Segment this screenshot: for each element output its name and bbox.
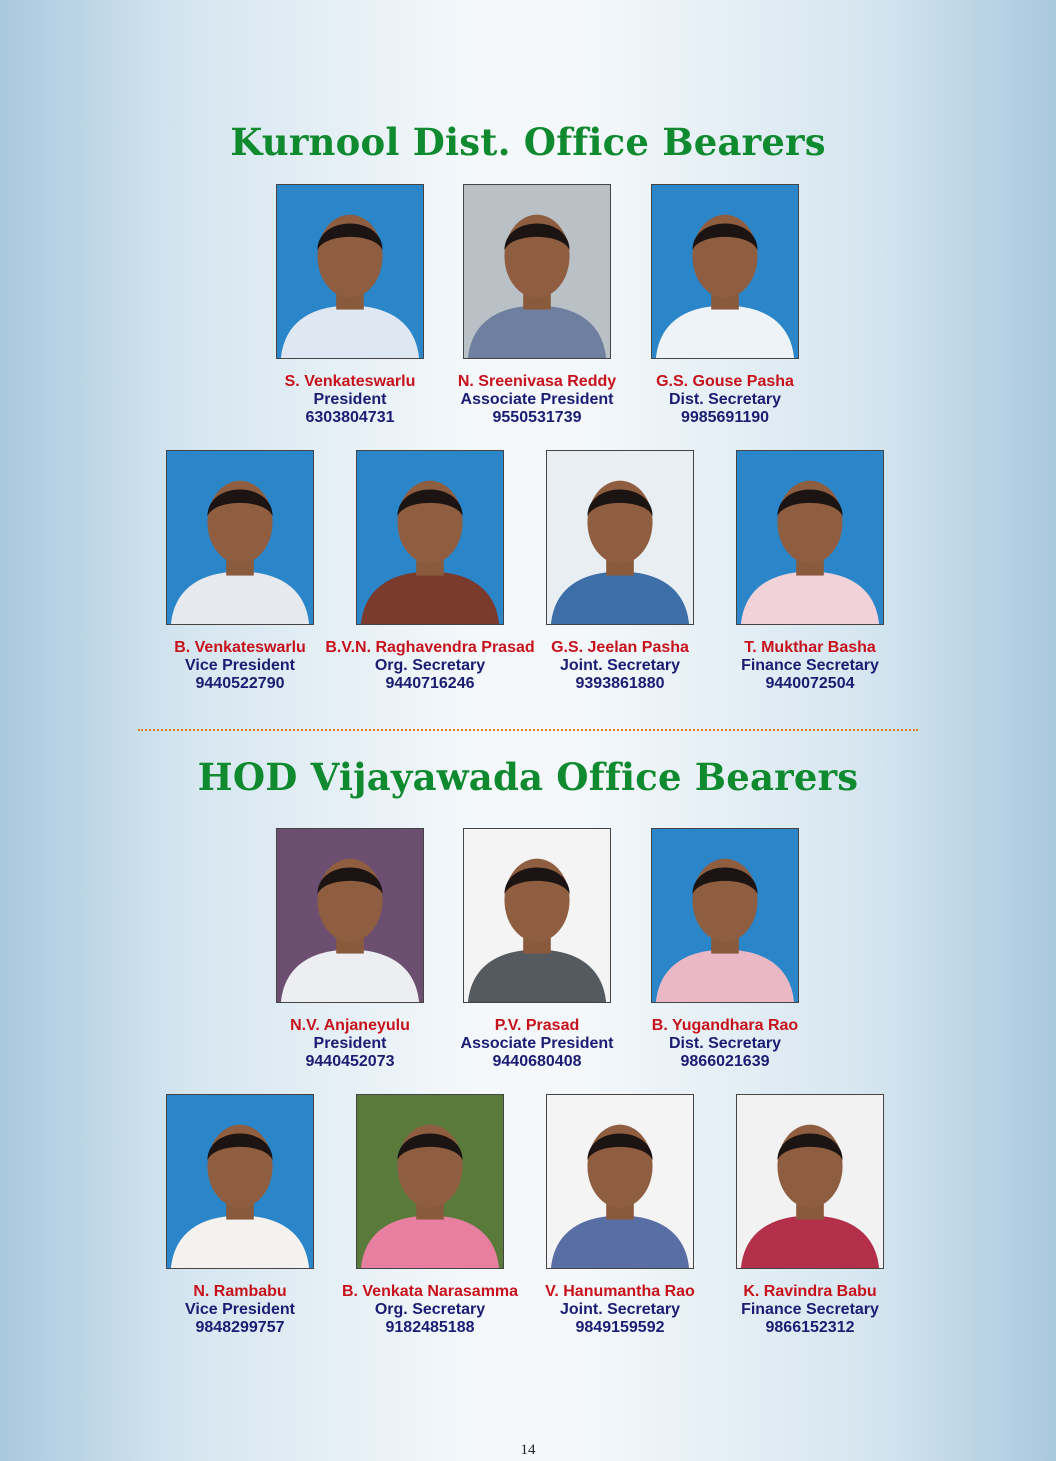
- member-phone: 9440522790: [195, 675, 285, 692]
- member-name: P.V. Prasad: [494, 1017, 580, 1034]
- member-card: [515, 1094, 725, 1337]
- member-name: G.S. Gouse Pasha: [656, 373, 794, 390]
- member-role: Finance Secretary: [741, 657, 879, 674]
- member-card: [432, 828, 642, 1071]
- member-name: T. Mukthar Basha: [744, 639, 876, 656]
- section-title-kurnool: Kurnool Dist. Office Bearers: [230, 120, 826, 164]
- member-phone: 9550531739: [492, 409, 582, 426]
- member-role: Org. Secretary: [374, 1301, 486, 1318]
- member-photo: [276, 828, 424, 1003]
- member-card: [620, 184, 830, 427]
- member-card: [135, 1094, 345, 1337]
- member-role: President: [313, 391, 387, 408]
- section-divider: [138, 729, 918, 731]
- member-name: N. Rambabu: [193, 1283, 287, 1300]
- member-phone: 9182485188: [385, 1319, 475, 1336]
- member-phone: 6303804731: [305, 409, 395, 426]
- member-phone: 9440680408: [492, 1053, 582, 1070]
- member-photo: [736, 1094, 884, 1269]
- member-photo: [463, 828, 611, 1003]
- member-phone: 9393861880: [575, 675, 665, 692]
- member-name: N. Sreenivasa Reddy: [457, 373, 617, 390]
- member-phone: 9440716246: [385, 675, 475, 692]
- member-role: Vice President: [185, 657, 295, 674]
- member-photo: [356, 450, 504, 625]
- member-role: Dist. Secretary: [668, 391, 782, 408]
- member-card: [432, 184, 642, 427]
- page-number: 14: [520, 1442, 536, 1458]
- member-card: [325, 450, 535, 693]
- portrait-image: [357, 451, 503, 624]
- member-card: [620, 828, 830, 1071]
- member-card: [705, 450, 915, 693]
- member-role: Associate President: [460, 391, 614, 408]
- member-photo: [463, 184, 611, 359]
- member-photo: [651, 828, 799, 1003]
- member-name: B. Yugandhara Rao: [651, 1017, 799, 1034]
- member-phone: 9866021639: [680, 1053, 770, 1070]
- member-phone: 9849159592: [575, 1319, 665, 1336]
- member-name: V. Hanumantha Rao: [545, 1283, 695, 1300]
- portrait-image: [737, 1095, 883, 1268]
- member-role: Joint. Secretary: [559, 1301, 681, 1318]
- portrait-image: [277, 829, 423, 1002]
- member-photo: [546, 450, 694, 625]
- member-card: [245, 828, 455, 1071]
- member-photo: [276, 184, 424, 359]
- member-name: G.S. Jeelan Pasha: [551, 639, 689, 656]
- member-photo: [356, 1094, 504, 1269]
- member-role: Dist. Secretary: [668, 1035, 782, 1052]
- section-title-vijayawada: HOD Vijayawada Office Bearers: [197, 755, 859, 799]
- member-name: B. Venkateswarlu: [174, 639, 306, 656]
- member-photo: [166, 450, 314, 625]
- member-phone: 9848299757: [195, 1319, 285, 1336]
- member-card: [325, 1094, 535, 1337]
- member-name: B.V.N. Raghavendra Prasad: [325, 639, 535, 656]
- member-name: B. Venkata Narasamma: [341, 1283, 519, 1300]
- member-name: K. Ravindra Babu: [743, 1283, 877, 1300]
- member-phone: 9440072504: [765, 675, 855, 692]
- member-name: S. Venkateswarlu: [284, 373, 416, 390]
- member-role: Org. Secretary: [374, 657, 486, 674]
- member-card: [245, 184, 455, 427]
- member-photo: [651, 184, 799, 359]
- portrait-image: [277, 185, 423, 358]
- portrait-image: [547, 451, 693, 624]
- member-role: Associate President: [460, 1035, 614, 1052]
- portrait-image: [547, 1095, 693, 1268]
- member-role: Finance Secretary: [741, 1301, 879, 1318]
- portrait-image: [652, 829, 798, 1002]
- member-phone: 9985691190: [680, 409, 770, 426]
- member-photo: [546, 1094, 694, 1269]
- portrait-image: [464, 185, 610, 358]
- portrait-image: [167, 451, 313, 624]
- member-card: [135, 450, 345, 693]
- member-phone: 9440452073: [305, 1053, 395, 1070]
- member-role: Vice President: [185, 1301, 295, 1318]
- portrait-image: [652, 185, 798, 358]
- portrait-image: [464, 829, 610, 1002]
- member-role: President: [313, 1035, 387, 1052]
- member-photo: [736, 450, 884, 625]
- member-card: [515, 450, 725, 693]
- member-name: N.V. Anjaneyulu: [290, 1017, 410, 1034]
- member-role: Joint. Secretary: [559, 657, 681, 674]
- member-card: [705, 1094, 915, 1337]
- portrait-image: [357, 1095, 503, 1268]
- member-photo: [166, 1094, 314, 1269]
- member-phone: 9866152312: [765, 1319, 855, 1336]
- portrait-image: [737, 451, 883, 624]
- portrait-image: [167, 1095, 313, 1268]
